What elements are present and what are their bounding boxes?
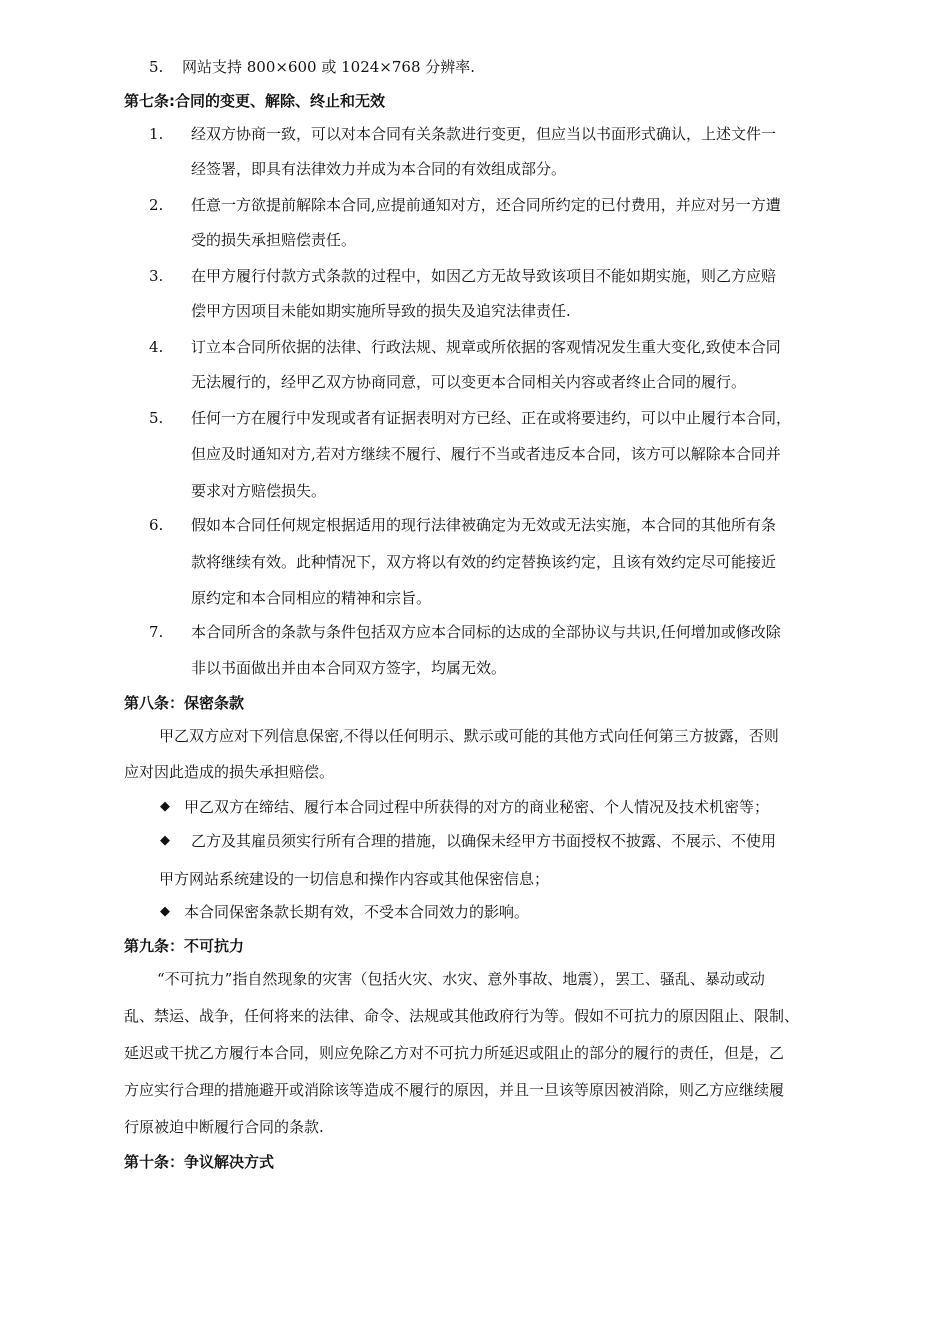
list-number: 6. [149, 516, 164, 534]
list-item-text: 非以书面做出并由本合同双方签字，均属无效。 [191, 659, 507, 677]
bullet-item-text: 甲乙双方在缔结、履行本合同过程中所获得的对方的商业秘密、个人情况及技术机密等； [184, 798, 770, 816]
list-item-text: 任何一方在履行中发现或者有证据表明对方已经、正在或将要违约，可以中止履行本合同， [191, 409, 792, 427]
paragraph-text: 行原被迫中断履行合同的条款. [124, 1118, 324, 1136]
diamond-bullet-icon: ◆ [160, 799, 170, 814]
paragraph-text: 应对因此造成的损失承担赔偿。 [124, 763, 335, 781]
diamond-bullet-icon: ◆ [160, 904, 170, 919]
list-item-text: 要求对方赔偿损失。 [191, 482, 327, 500]
paragraph-text: “不可抗力”指自然现象的灾害（包括火灾、水灾、意外事故、地震），罢工、骚乱、暴动或动 [157, 970, 765, 988]
list-item-text: 在甲方履行付款方式条款的过程中，如因乙方无故导致该项目不能如期实施，则乙方应赔 [191, 267, 777, 285]
list-item-text: 任意一方欲提前解除本合同,应提前通知对方，还合同所约定的已付费用，并应对另一方遭 [191, 196, 781, 214]
list-number: 1. [149, 125, 164, 143]
list-number: 4. [149, 338, 164, 356]
section-heading-article10: 第十条：争议解决方式 [124, 1153, 275, 1171]
list-number: 5. [149, 58, 164, 76]
paragraph-text: 乱、禁运、战争，任何将来的法律、命令、法规或其他政府行为等。假如不可抗力的原因阻止、限制、 [124, 1007, 800, 1025]
list-item-text: 受的损失承担赔偿责任。 [191, 231, 357, 249]
section-heading-article7: 第七条:合同的变更、解除、终止和无效 [124, 92, 386, 110]
section-heading-article9: 第九条：不可抗力 [124, 937, 245, 955]
list-item-text: 订立本合同所依据的法律、行政法规、规章或所依据的客观情况发生重大变化,致使本合同 [191, 338, 781, 356]
list-item-text: 假如本合同任何规定根据适用的现行法律被确定为无效或无法实施，本合同的其他所有条 [191, 516, 777, 534]
section-heading-article8: 第八条：保密条款 [124, 694, 245, 712]
list-item-text: 原约定和本合同相应的精神和宗旨。 [191, 589, 432, 607]
list-number: 7. [149, 623, 164, 641]
list-number: 5. [149, 409, 164, 427]
bullet-item-text: 甲方网站系统建设的一切信息和操作内容或其他保密信息； [159, 870, 550, 888]
list-item-text: 网站支持 800×600 或 1024×768 分辨率. [182, 58, 476, 76]
list-item-text: 无法履行的，经甲乙双方协商同意，可以变更本合同相关内容或者终止合同的履行。 [191, 373, 747, 391]
list-number: 2. [149, 196, 164, 214]
list-item-text: 经签署，即具有法律效力并成为本合同的有效组成部分。 [191, 160, 567, 178]
list-item-text: 偿甲方因项目未能如期实施所导致的损失及追究法律责任. [191, 302, 571, 320]
paragraph-text: 方应实行合理的措施避开或消除该等造成不履行的原因，并且一旦该等原因被消除，则乙方应继续履 [124, 1081, 785, 1099]
bullet-item-text: 乙方及其雇员须实行所有合理的措施，以确保未经甲方书面授权不披露、不展示、不使用 [191, 832, 777, 850]
list-number: 3. [149, 267, 164, 285]
bullet-item-text: 本合同保密条款长期有效，不受本合同效力的影响。 [184, 903, 530, 921]
list-item-text: 本合同所含的条款与条件包括双方应本合同标的达成的全部协议与共识,任何增加或修改除 [191, 623, 781, 641]
list-item-text: 经双方协商一致，可以对本合同有关条款进行变更，但应当以书面形式确认，上述文件一 [191, 125, 777, 143]
list-item-text: 款将继续有效。此种情况下，双方将以有效的约定替换该约定，且该有效约定尽可能接近 [191, 553, 777, 571]
paragraph-text: 延迟或干扰乙方履行本合同，则应免除乙方对不可抗力所延迟或阻止的部分的履行的责任，但是，乙 [124, 1044, 785, 1062]
list-item-text: 但应及时通知对方,若对方继续不履行、履行不当或者违反本合同，该方可以解除本合同并 [191, 445, 781, 463]
diamond-bullet-icon: ◆ [160, 833, 170, 848]
paragraph-text: 甲乙双方应对下列信息保密,不得以任何明示、默示或可能的其他方式向任何第三方披露，否则 [159, 727, 779, 745]
